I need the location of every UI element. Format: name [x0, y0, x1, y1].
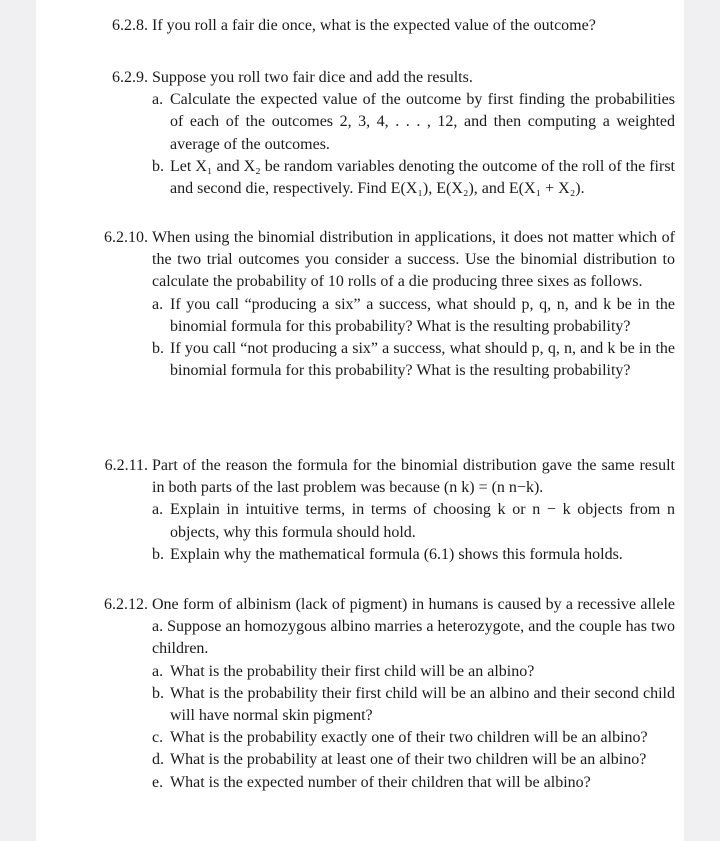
problem-number: 6.2.9. — [112, 69, 148, 86]
part-label: c. — [152, 729, 164, 747]
problem-intro: When using the binomial distribution in applications, it does not matter which of the two trial outcomes you consider a success. Use the binomial distribution to calculate the probability of 10 rolls of a die producing three sixes as follows. — [152, 229, 675, 291]
document-page — [36, 0, 684, 841]
problem-intro: Suppose you roll two fair dice and add the results. — [152, 69, 473, 86]
part-label: b. — [152, 340, 164, 358]
part-text: Let X₁ and X₂ be random variables denoting the outcome of the roll of the first and second die, respectively. Find E(X₁), E(X₂), and E(X₁ + X₂). — [170, 157, 675, 198]
part-text: Explain why the mathematical formula (6.1) shows this formula holds. — [170, 545, 623, 563]
part-label: b. — [152, 545, 164, 563]
problem-number: 6.2.11. — [104, 457, 148, 474]
part-b — [152, 338, 675, 382]
part-a — [152, 89, 675, 156]
part-text: What is the probability their first child will be an albino and their second child will have normal skin pigment? — [170, 684, 675, 725]
part-c — [152, 727, 675, 749]
problem-number: 6.2.12. — [104, 596, 148, 613]
part-text: What is the probability at least one of their two children will be an albino? — [170, 751, 647, 769]
part-a — [152, 499, 675, 543]
part-label: a. — [152, 662, 164, 680]
part-label: e. — [152, 773, 164, 791]
part-label: b. — [152, 684, 164, 702]
part-a — [152, 294, 675, 338]
part-text: Explain in intuitive terms, in terms of choosing k or n − k objects from n objects, why this formula should hold. — [170, 501, 675, 541]
part-a — [152, 661, 675, 683]
part-b — [152, 156, 675, 200]
part-label: d. — [152, 751, 164, 769]
part-b — [152, 683, 675, 727]
problem-text — [152, 227, 675, 382]
problem-text: If you roll a fair die once, what is the expected value of the outcome? — [152, 17, 596, 34]
problem-intro: One form of albinism (lack of pigment) in humans is caused by a recessive allele a. Suppose an homozygous albino marries a heterozygote, and the couple has two children. — [152, 596, 675, 658]
problem-intro: Part of the reason the formula for the binomial distribution gave the same result in both parts of the last problem was because (n k) = (n n−k). — [152, 457, 675, 497]
part-label: a. — [152, 91, 164, 109]
problem-number: 6.2.10. — [104, 229, 148, 246]
part-text: What is the probability their first child will be an albino? — [170, 662, 535, 680]
part-d — [152, 749, 675, 771]
part-b — [152, 544, 675, 566]
part-text: If you call “producing a six” a success, what should p, q, n, and k be in the binomial formula for this probability? What is the resulting probability? — [170, 295, 675, 335]
problem-text — [152, 67, 675, 200]
part-text: What is the expected number of their children that will be albino? — [170, 773, 591, 791]
part-label: a. — [152, 295, 164, 313]
part-label: b. — [152, 157, 164, 175]
part-text: Calculate the expected value of the outcome by first finding the probabilities of each of the outcomes 2, 3, 4, . . . , 12, and then computing a weighted average of the outcomes. — [170, 91, 675, 153]
part-text: If you call “not producing a six” a success, what should p, q, n, and k be in the binomial formula for this probability? What is the resulting probability? — [170, 340, 675, 380]
part-text: What is the probability exactly one of their two children will be an albino? — [170, 729, 648, 747]
problem-text — [152, 594, 675, 794]
problem-number: 6.2.8. — [112, 17, 148, 34]
problem-text — [152, 455, 675, 566]
part-e — [152, 772, 675, 794]
part-label: a. — [152, 501, 164, 519]
